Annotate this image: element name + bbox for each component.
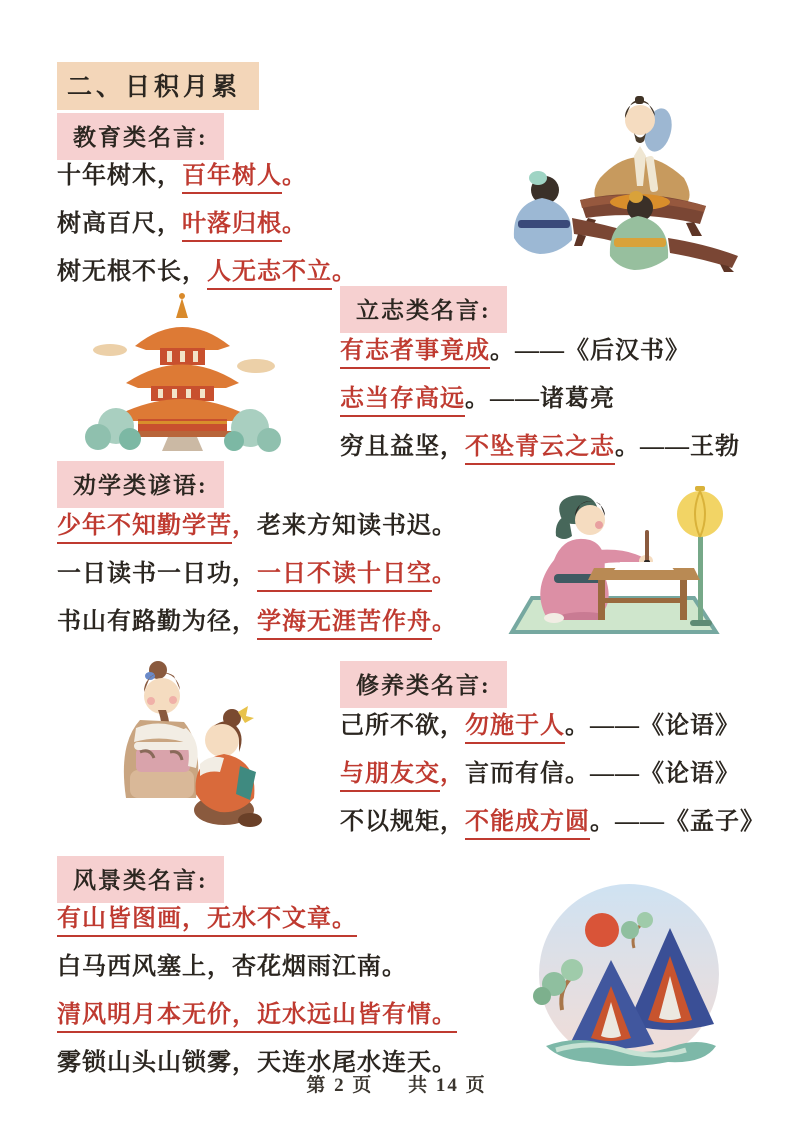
section-lines-cultivation — [340, 706, 765, 850]
quote-text: ——《论语》 — [590, 713, 740, 739]
highlighted-phrase: 。 — [332, 259, 357, 285]
quote-line — [340, 802, 765, 850]
quote-text: 雾锁山头山锁雾，天连水尾水连天。 — [57, 1050, 457, 1076]
quote-text: ——《论语》 — [590, 761, 740, 787]
quote-text: 十年树木， — [57, 163, 182, 189]
section-header-study: 劝学类谚语: — [57, 461, 224, 508]
quote-line — [340, 379, 740, 427]
pagoda-illustration — [80, 288, 285, 453]
quote-line — [57, 602, 457, 650]
highlighted-phrase: 人无志不立 — [207, 259, 332, 290]
highlighted-phrase: 有山皆图画，无水不文章。 — [57, 906, 357, 937]
highlighted-phrase: 。 — [282, 163, 307, 189]
page-total: 共 14 页 — [408, 1075, 487, 1096]
quote-text: 一日读书一日功， — [57, 561, 257, 587]
page-footer — [0, 1070, 793, 1097]
quote-line — [340, 754, 765, 802]
scholar-writing-illustration — [502, 462, 730, 640]
quote-text: 言而有信。 — [465, 761, 590, 787]
quote-text: 树无根不长， — [57, 259, 207, 285]
page-title: 二、日积月累 — [57, 62, 259, 110]
highlighted-phrase: 一日不读十日空 — [257, 561, 432, 592]
quote-text: 。 — [565, 713, 590, 739]
quote-line — [57, 204, 357, 252]
quote-text: 。 — [490, 338, 515, 364]
quote-text: 不以规矩， — [340, 809, 465, 835]
quote-text: ——王勃 — [640, 434, 740, 460]
mountain-landscape-illustration — [518, 878, 740, 1080]
quote-line — [57, 554, 457, 602]
quote-text: 己所不欲， — [340, 713, 465, 739]
highlighted-phrase: 。 — [282, 211, 307, 237]
section-lines-study — [57, 506, 457, 650]
section-header-scenery: 风景类名言: — [57, 856, 224, 903]
quote-line — [57, 947, 457, 995]
quote-line — [57, 506, 457, 554]
quote-text: ——《后汉书》 — [515, 338, 690, 364]
highlighted-phrase: 与朋友交 — [340, 761, 440, 792]
quote-text: 。 — [590, 809, 615, 835]
highlighted-phrase: 叶落归根 — [182, 211, 282, 242]
section-lines-education — [57, 156, 357, 300]
highlighted-phrase: 有志者事竟成 — [340, 338, 490, 369]
quote-text: 。 — [615, 434, 640, 460]
quote-text: 穷且益坚， — [340, 434, 465, 460]
highlighted-phrase: 学海无涯苦作舟 — [257, 609, 432, 640]
teacher-and-students-illustration — [488, 78, 750, 273]
quote-text: 。 — [465, 386, 490, 412]
highlighted-phrase: 不能成方圆 — [465, 809, 590, 840]
section-lines-scenery — [57, 899, 457, 1091]
quote-text: ——诸葛亮 — [490, 386, 615, 412]
highlighted-phrase: ， — [440, 761, 465, 787]
quote-line — [57, 156, 357, 204]
highlighted-phrase: 百年树人 — [182, 163, 282, 194]
highlighted-phrase: 不坠青云之志 — [465, 434, 615, 465]
section-header-education: 教育类名言: — [57, 113, 224, 160]
highlighted-phrase: 。 — [432, 609, 457, 635]
quote-line — [57, 995, 457, 1043]
highlighted-phrase: 。 — [432, 561, 457, 587]
quote-text: 老来方知读书迟。 — [257, 513, 457, 539]
quote-text: 白马西风塞上，杏花烟雨江南。 — [57, 954, 407, 980]
highlighted-phrase: ， — [232, 513, 257, 539]
quote-text: ——《孟子》 — [615, 809, 765, 835]
quote-line — [340, 331, 740, 379]
section-lines-aspiration — [340, 331, 740, 475]
quote-line — [57, 899, 457, 947]
quote-text: 书山有路勤为径， — [57, 609, 257, 635]
highlighted-phrase: 勿施于人 — [465, 713, 565, 744]
highlighted-phrase: 少年不知勤学苦 — [57, 513, 232, 544]
section-header-aspiration: 立志类名言: — [340, 286, 507, 333]
quote-line — [340, 706, 765, 754]
page-number: 第 2 页 — [306, 1075, 374, 1096]
highlighted-phrase: 志当存高远 — [340, 386, 465, 417]
quote-text: 树高百尺， — [57, 211, 182, 237]
elder-and-child-illustration — [74, 648, 292, 848]
highlighted-phrase: 清风明月本无价，近水远山皆有情。 — [57, 1002, 457, 1033]
section-header-cultivation: 修养类名言: — [340, 661, 507, 708]
